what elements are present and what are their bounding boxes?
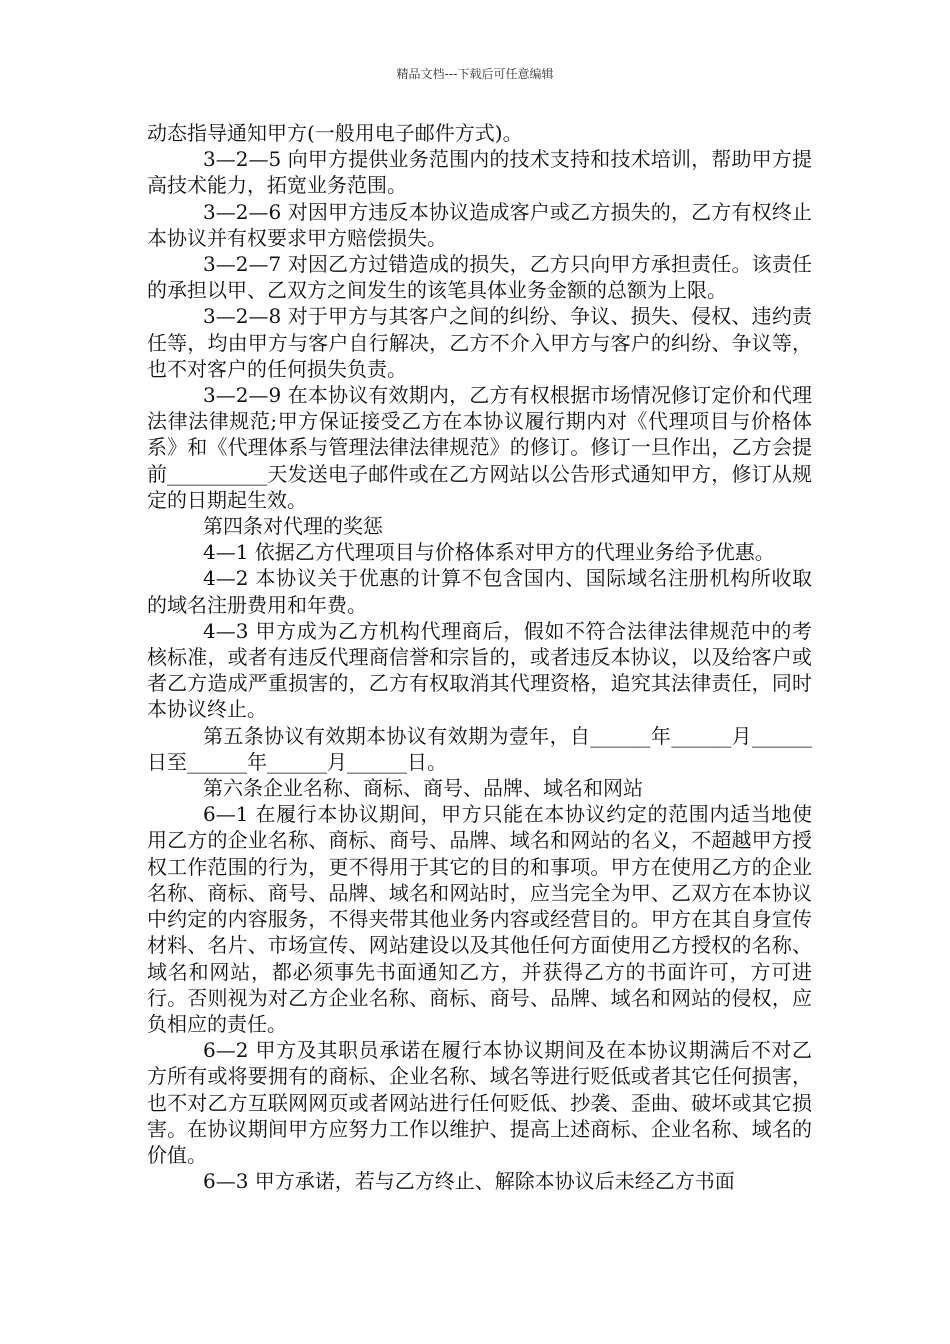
paragraph: 4—2 本协议关于优惠的计算不包含国内、国际域名注册机构所收取的域名注册费用和年费。 [147,566,812,617]
paragraph: 3—2—5 向甲方提供业务范围内的技术支持和技术培训，帮助甲方提高技术能力，拓宽业务范围。 [147,147,812,198]
page-header: 精品文档---下载后可任意编辑 [396,67,554,81]
section-heading: 第五条协议有效期本协议有效期为壹年，自______年______月______日至______年______月______日。 [147,723,812,774]
paragraph: 6—1 在履行本协议期间，甲方只能在本协议约定的范围内适当地使用乙方的企业名称、商标、商号、品牌、域名和网站的名义，不超越甲方授权工作范围的行为，更不得用于其它的目的和事项。甲方在使用乙方的企业名称、商标、商号、品牌、域名和网站时，应当完全为甲、乙双方在本协议中约定的内容服务，不得夹带其他业务内容或经营目的。甲方在其自身宣传材料、名片、市场宣传、网站建设以及其他任何方面使用乙方授权的名称、域名和网站，都必须事先书面通知乙方，并获得乙方的书面许可，方可进行。否则视为对乙方企业名称、商标、商号、品牌、域名和网站的侵权，应负相应的责任。 [147,802,812,1036]
paragraph: 6—3 甲方承诺，若与乙方终止、解除本协议后未经乙方书面 [203,1169,735,1194]
paragraph: 动态指导通知甲方(一般用电子邮件方式)。 [147,121,523,145]
document-body [147,120,812,1194]
paragraph: 4—1 依据乙方代理项目与价格体系对甲方的代理业务给予优惠。 [203,540,775,565]
paragraph: 3—2—9 在本协议有效期内，乙方有权根据市场情况修订定价和代理法律法律规范;甲方保证接受乙方在本协议履行期内对《代理项目与价格体系》和《代理体系与管理法律法律规范》的修订。修订一旦作出，乙方会提前__________天发送电子邮件或在乙方网站以公告形式通知甲方，修订从规定的日期起生效。 [147,383,812,512]
section-heading: 第四条对代理的奖惩 [203,514,383,539]
paragraph: 3—2—7 对因乙方过错造成的损失，乙方只向甲方承担责任。该责任的承担以甲、乙双方之间发生的该笔具体业务金额的总额为上限。 [147,252,812,303]
section-heading: 第六条企业名称、商标、商号、品牌、域名和网站 [203,776,643,801]
paragraph: 6—2 甲方及其职员承诺在履行本协议期间及在本协议期满后不对乙方所有或将要拥有的商标、企业名称、域名等进行贬低或者其它任何损害，也不对乙方互联网网页或者网站进行任何贬低、抄袭、歪曲、破坏或其它损害。在协议期间甲方应努力工作以维护、提高上述商标、企业名称、域名的价值。 [147,1038,812,1167]
paragraph: 3—2—6 对因甲方违反本协议造成客户或乙方损失的，乙方有权终止本协议并有权要求甲方赔偿损失。 [147,199,812,250]
paragraph: 3—2—8 对于甲方与其客户之间的纠纷、争议、损失、侵权、违约责任等，均由甲方与客户自行解决，乙方不介入甲方与客户的纠纷、争议等，也不对客户的任何损失负责。 [147,304,812,381]
paragraph: 4—3 甲方成为乙方机构代理商后，假如不符合法律法律规范中的考核标准，或者有违反代理商信誉和宗旨的，或者违反本协议，以及给客户或者乙方造成严重损害的，乙方有权取消其代理资格，追究其法律责任，同时本协议终止。 [147,618,812,722]
